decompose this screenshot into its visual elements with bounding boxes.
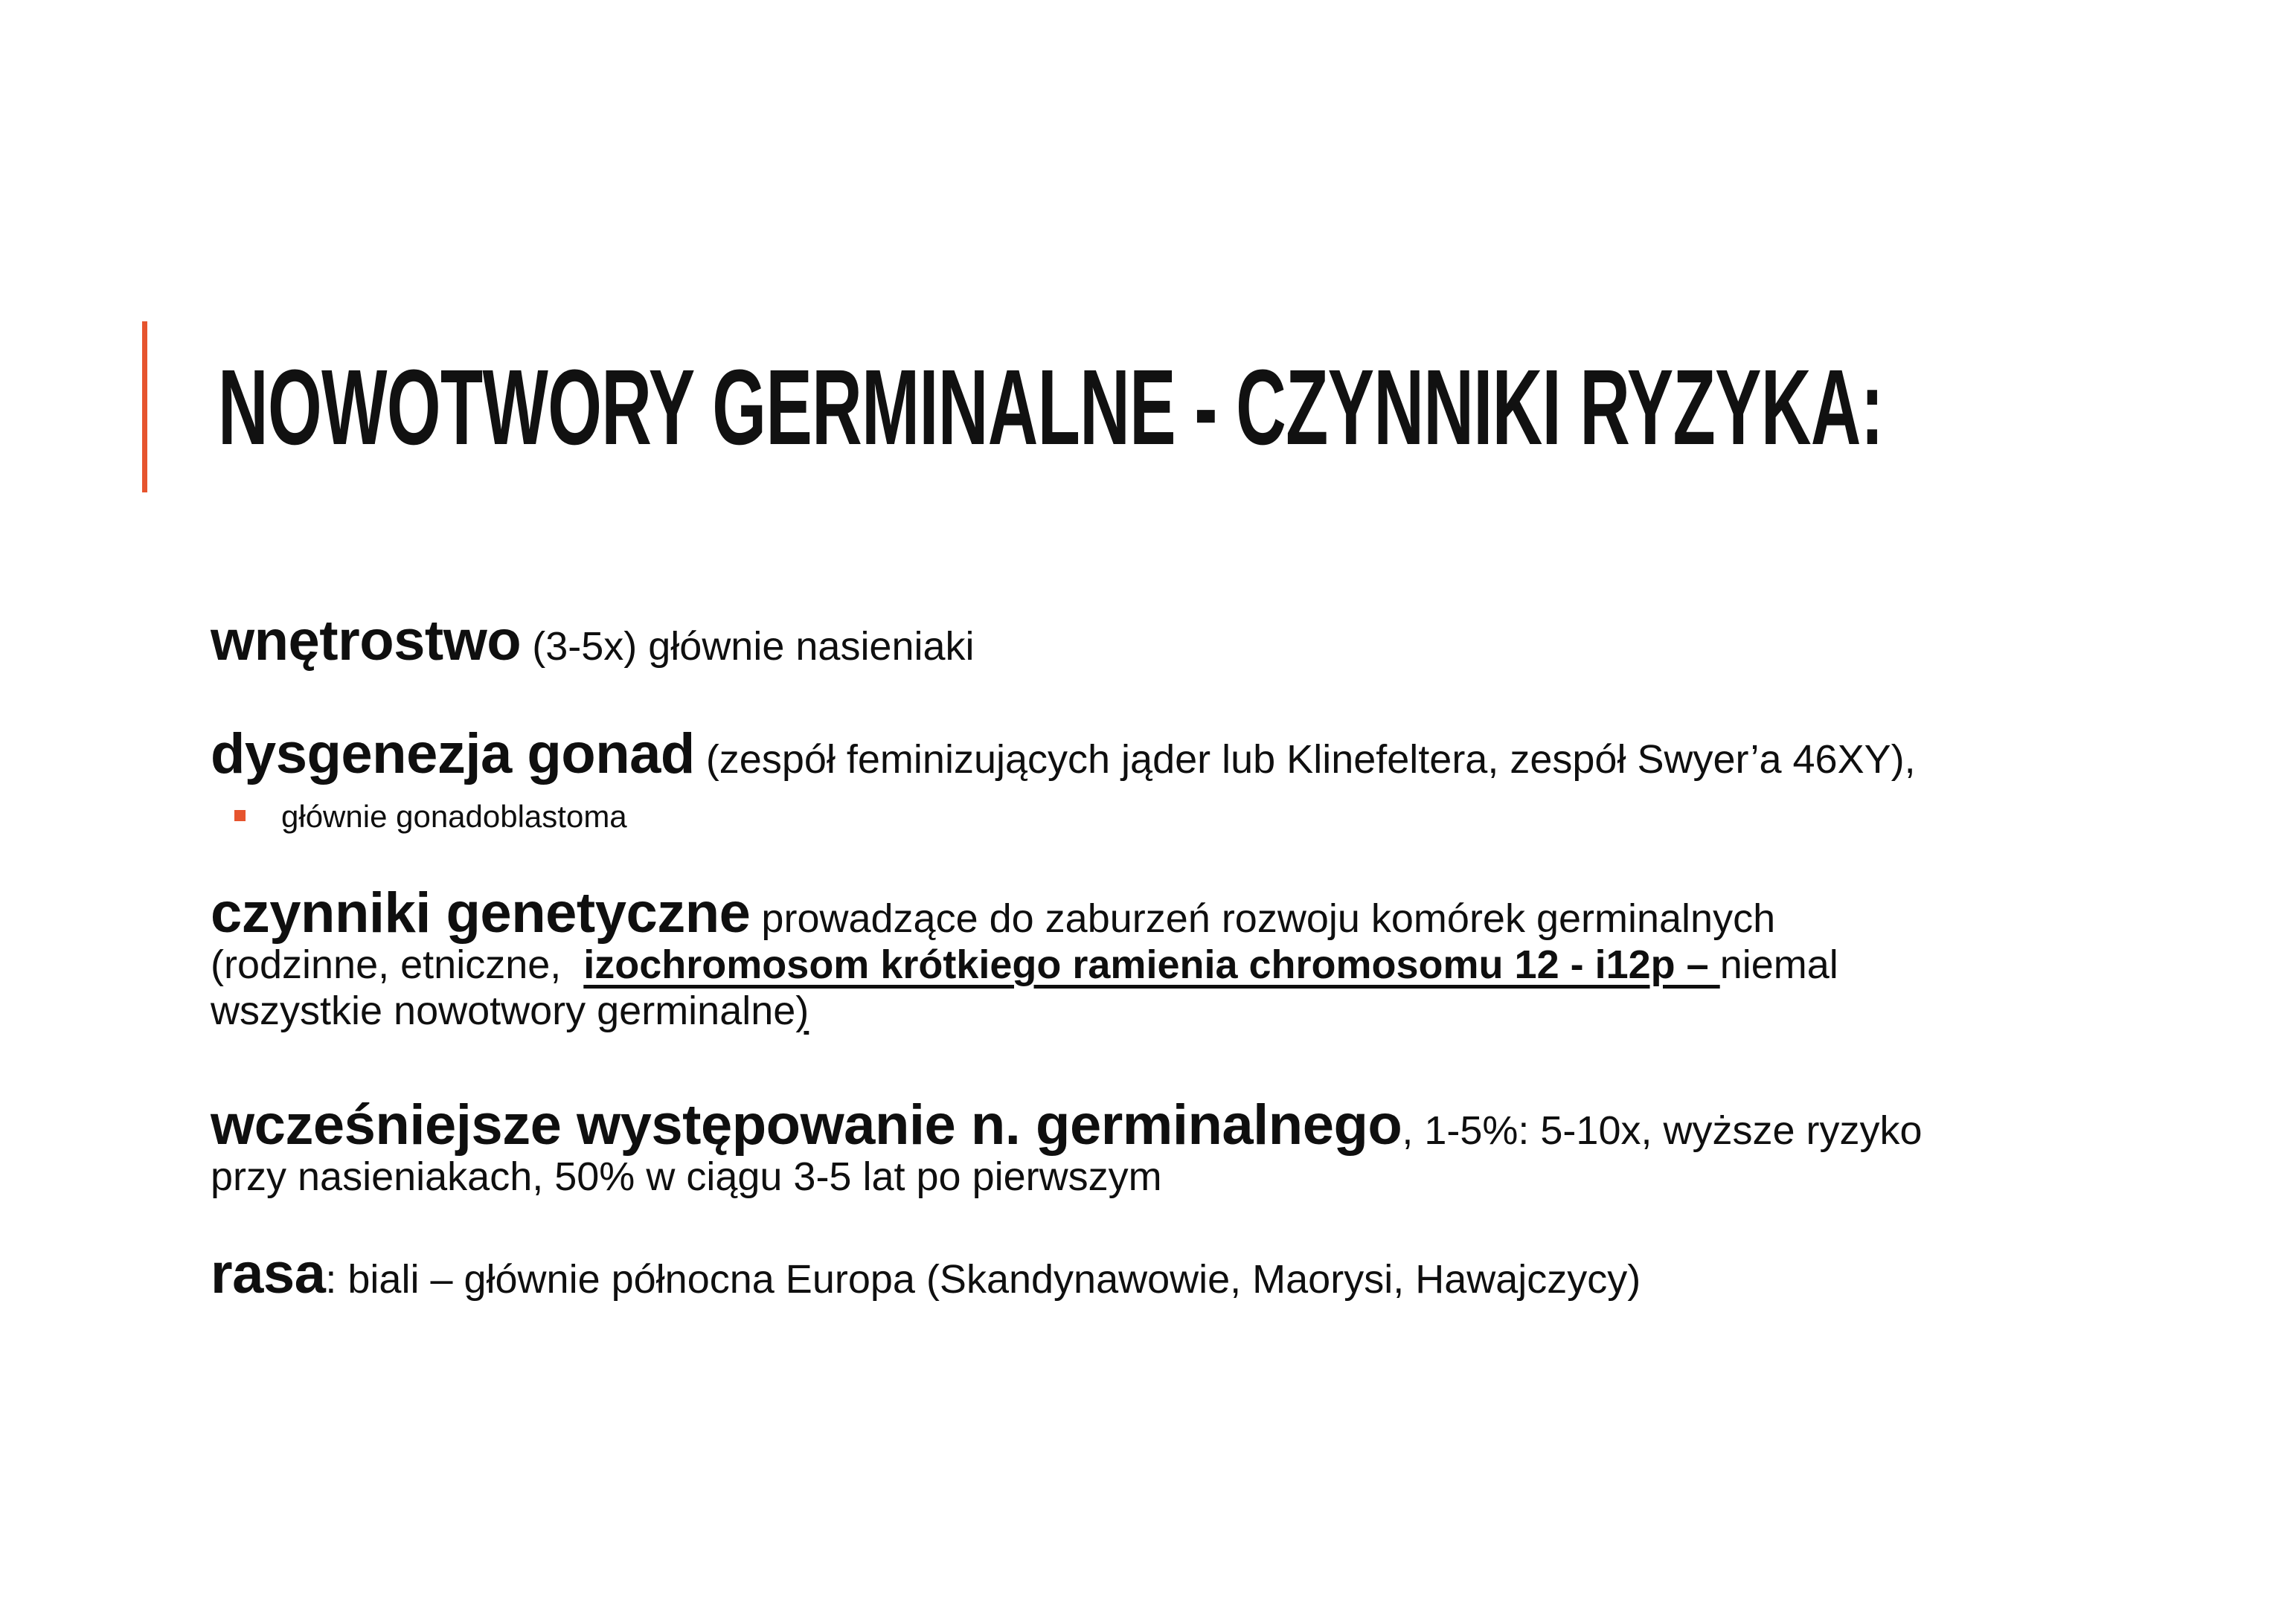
sub-bullet-gonadoblastoma — [211, 799, 2190, 835]
bullet-czynniki-lead: czynniki genetyczne — [211, 881, 751, 945]
bullet-wczesniejsze-line1 — [211, 1093, 2190, 1157]
bullet-dysgenezja-lead: dysgenezja gonad — [211, 722, 695, 785]
bullet-czynniki-genetyczne — [211, 881, 2190, 1034]
bullet-wnetrostwo — [211, 609, 2190, 672]
bullet-dysgenezja-rest: (zespół feminizujących jąder lub Klinefeltera, zespół Swyer’a 46XY), — [694, 737, 1916, 782]
bullet-czynniki-line1-rest: prowadzące do zaburzeń rozwoju komórek germinalnych — [750, 896, 1776, 941]
square-bullet-icon — [234, 810, 246, 821]
bullet-czynniki-line2 — [211, 942, 2190, 988]
title-accent-bar — [142, 321, 147, 492]
bullet-wczesniejsze-line2 — [211, 1154, 2190, 1200]
bullet-czynniki-line3-text: wszystkie nowotwory germinalne — [211, 989, 796, 1033]
bullet-dysgenezja — [211, 722, 2190, 785]
bullet-czynniki-line3 — [211, 988, 2190, 1034]
bullet-czynniki-line1 — [211, 881, 2190, 945]
bullet-rasa-rest: : biali – głównie północna Europa (Skandynawowie, Maorysi, Hawajczycy) — [325, 1257, 1641, 1302]
bullet-wczesniejsze-line2-text: przy nasieniakach, 50% w ciągu 3-5 lat po pierwszym — [211, 1154, 1162, 1199]
bullet-czynniki-line2-post: niemal — [1719, 942, 1838, 987]
sub-bullet-gonadoblastoma-text: głównie gonadoblastoma — [281, 799, 627, 834]
bullet-rasa — [211, 1242, 2190, 1305]
slide-title: NOWOTWORY GERMINALNE - CZYNNIKI RYZYKA: — [218, 347, 1884, 467]
bullet-czynniki-line2-pre: (rodzinne, etniczne, — [211, 942, 584, 987]
slide-body — [211, 595, 2190, 1305]
bullet-wczesniejsze — [211, 1093, 2190, 1200]
bullet-wnetrostwo-rest: (3-5x) głównie nasieniaki — [521, 624, 975, 669]
bullet-czynniki-underlined-segment: izochromosom krótkiego ramienia chromosomu 12 - i12p – — [583, 942, 1720, 987]
bullet-wnetrostwo-lead: wnętrostwo — [211, 609, 522, 672]
bullet-wczesniejsze-line1-rest: , 1-5%: 5-10x, wyższe ryzyko — [1402, 1108, 1923, 1153]
bullet-wczesniejsze-lead: wcześniejsze występowanie n. germinalnego — [211, 1093, 1402, 1157]
bullet-czynniki-close-paren: ) — [795, 989, 809, 1033]
bullet-rasa-lead: rasa — [211, 1242, 326, 1305]
